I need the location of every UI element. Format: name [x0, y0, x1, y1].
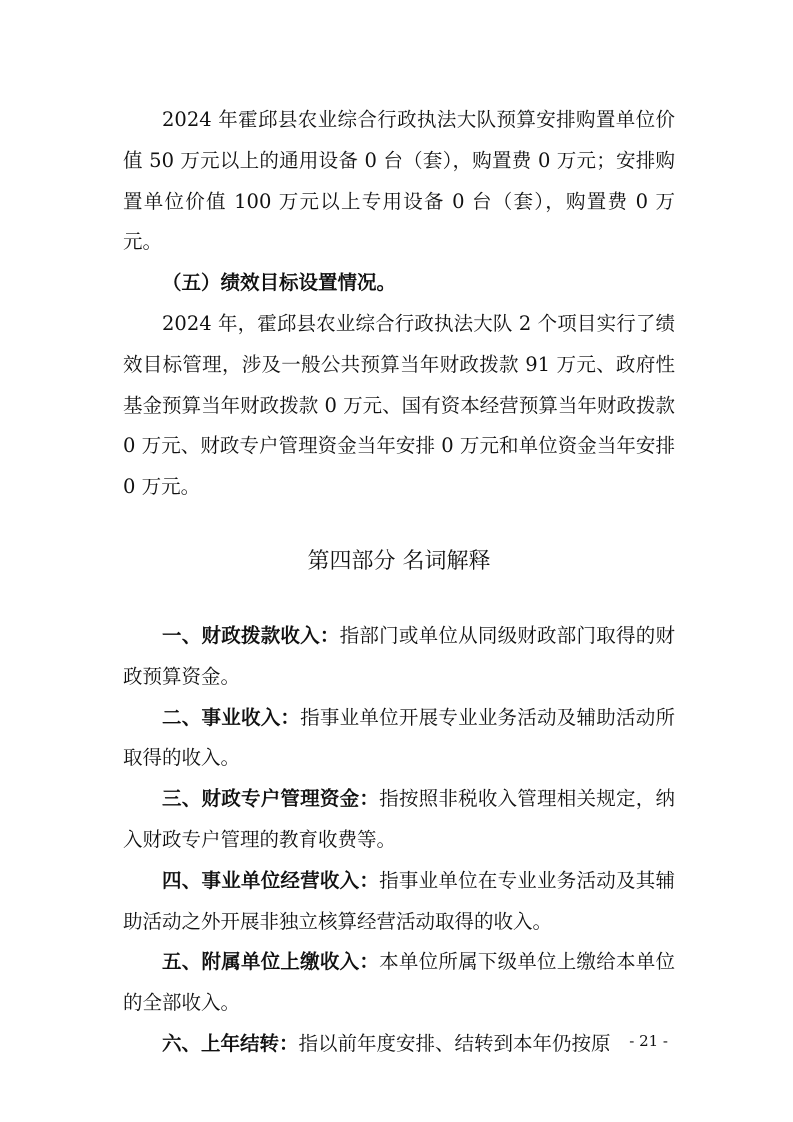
- definition-text: 指以前年度安排、结转到本年仍按原: [298, 1031, 611, 1055]
- definition-item: [123, 698, 675, 780]
- definition-term: 三、财政专户管理资金：: [162, 787, 380, 811]
- document-body: [123, 100, 675, 1065]
- definition-item: [123, 616, 675, 698]
- definition-text: 指部门或单位从同级财政部门取得的财政预算资金。: [123, 623, 675, 688]
- definition-text: 指事业单位开展专业业务活动及辅助活动所取得的收入。: [123, 705, 675, 770]
- definition-text: 指按照非税收入管理相关规定，纳入财政专户管理的教育收费等。: [123, 787, 675, 851]
- subheading-performance-goals: （五）绩效目标设置情况。: [162, 271, 397, 295]
- paragraph-equipment-purchase: 2024 年霍邱县农业综合行政执法大队预算安排购置单位价值 50 万元以上的通用设备 0 台（套），购置费 0 万元；安排购置单位价值 100 万元以上专用设备 0 台（套），购置费 0 万元。: [123, 108, 675, 254]
- definition-item: [123, 861, 675, 943]
- definition-text: 指事业单位在专业业务活动及其辅助活动之外开展非独立核算经营活动取得的收入。: [123, 868, 675, 933]
- definition-term: 六、上年结转：: [162, 1031, 299, 1055]
- page-number: - 21 -: [629, 1032, 668, 1050]
- definition-term: 二、事业收入：: [162, 705, 301, 729]
- definition-item: [123, 779, 675, 861]
- paragraph-performance-management: 2024 年，霍邱县农业综合行政执法大队 2 个项目实行了绩效目标管理，涉及一般公共预算当年财政拨款 91 万元、政府性基金预算当年财政拨款 0 万元、国有资本经营预算当年财政拨款 0 万元、财政专户管理资金当年安排 0 万元和单位资金当年安排 0 万元。: [123, 311, 675, 499]
- section-title: 第四部分 名词解释: [307, 548, 491, 574]
- definition-term: 四、事业单位经营收入：: [162, 868, 380, 892]
- definition-item: [123, 1024, 675, 1065]
- definition-text: 本单位所属下级单位上缴给本单位的全部收入。: [123, 950, 675, 1015]
- definition-term: 一、财政拨款收入：: [162, 623, 340, 647]
- definition-term: 五、附属单位上缴收入：: [162, 950, 380, 974]
- definition-item: [123, 942, 675, 1024]
